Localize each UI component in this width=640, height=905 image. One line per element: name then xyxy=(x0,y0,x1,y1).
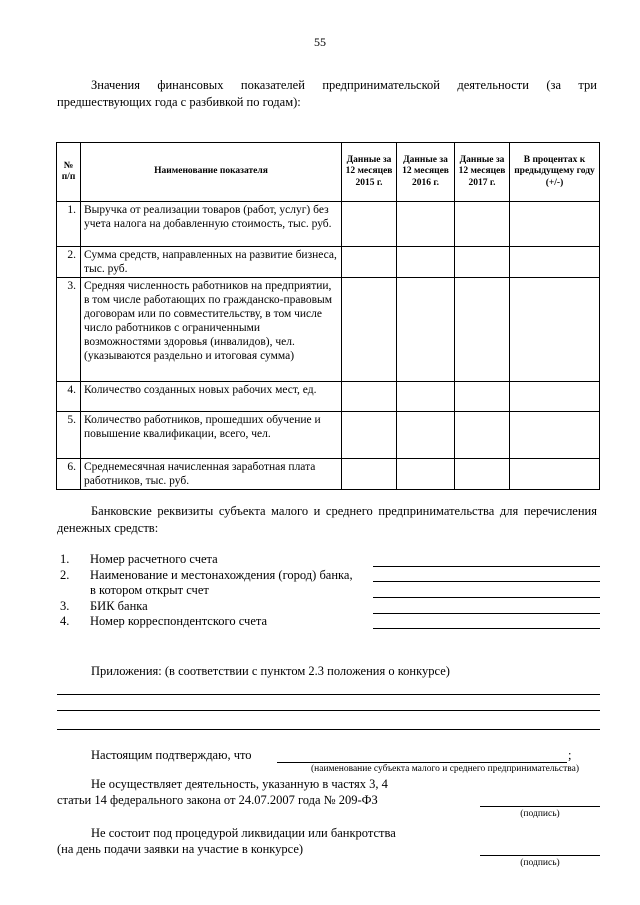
cell-2017[interactable] xyxy=(455,459,510,490)
row-indicator: Выручка от реализации товаров (работ, услуг) без учета налога на добавленную стоимость, тыс. руб. xyxy=(81,202,342,247)
bank-item-bik xyxy=(60,598,148,614)
bank-name-field-continued[interactable] xyxy=(373,597,600,598)
cell-2017[interactable] xyxy=(455,202,510,247)
account-number-field[interactable] xyxy=(373,566,600,567)
table-row xyxy=(57,412,600,459)
row-indicator: Средняя численность работников на предприятии, в том числе работающих по гражданско-правовым договорам или по совместительству, в том числе число работников с ограниченными возможностями здоровья (инвалидов), чел. (указываются раздельно и итоговая сумма) xyxy=(81,278,342,382)
bank-details-paragraph: Банковские реквизиты субъекта малого и среднего предпринимательства для перечисления денежных средств: xyxy=(57,504,597,535)
cell-2017[interactable] xyxy=(455,382,510,412)
cell-2017[interactable] xyxy=(455,247,510,278)
header-2016: Данные за 12 месяцев 2016 г. xyxy=(397,143,455,202)
company-name-field[interactable] xyxy=(277,762,567,763)
bank-name-field[interactable] xyxy=(373,581,600,582)
not-engaged-line-2: статьи 14 федерального закона от 24.07.2007 года № 209-ФЗ xyxy=(57,793,378,807)
cell-percent[interactable] xyxy=(510,247,600,278)
cell-2015[interactable] xyxy=(342,412,397,459)
appendix-line[interactable] xyxy=(57,710,600,711)
bank-item-account xyxy=(60,551,218,567)
bank-item-number: 2. xyxy=(60,568,70,582)
cell-2016[interactable] xyxy=(397,382,455,412)
bank-item-number: 4. xyxy=(60,614,70,628)
row-indicator: Количество работников, прошедших обучение и повышение квалификации, всего, чел. xyxy=(81,412,342,459)
bik-field[interactable] xyxy=(373,613,600,614)
header-number: № п/п xyxy=(57,143,81,202)
cell-2016[interactable] xyxy=(397,202,455,247)
table-row xyxy=(57,459,600,490)
bank-item-label: Наименование и местонахождения (город) банка, xyxy=(90,568,353,582)
header-2015: Данные за 12 месяцев 2015 г. xyxy=(342,143,397,202)
financial-indicators-table xyxy=(56,142,600,490)
bank-item-bank-name xyxy=(60,567,353,583)
appendix-line[interactable] xyxy=(57,729,600,730)
not-engaged-line-1: Не осуществляет деятельность, указанную в частях 3, 4 xyxy=(91,777,388,791)
cell-2015[interactable] xyxy=(342,202,397,247)
header-2017: Данные за 12 месяцев 2017 г. xyxy=(455,143,510,202)
cell-percent[interactable] xyxy=(510,202,600,247)
header-percent: В процентах к предыдущему году (+/-) xyxy=(510,143,600,202)
signature-field-1[interactable] xyxy=(480,806,600,807)
appendix-line[interactable] xyxy=(57,694,600,695)
cell-percent[interactable] xyxy=(510,459,600,490)
cell-percent[interactable] xyxy=(510,278,600,382)
bank-item-label: Номер корреспондентского счета xyxy=(90,614,268,628)
company-name-caption: (наименование субъекта малого и среднего предпринимательства) xyxy=(310,764,579,774)
cell-2017[interactable] xyxy=(455,412,510,459)
row-indicator: Сумма средств, направленных на развитие бизнеса, тыс. руб. xyxy=(81,247,342,278)
row-number: 6. xyxy=(57,459,81,490)
signature-caption-1: (подпись) xyxy=(520,809,560,819)
bank-item-label: Номер расчетного счета xyxy=(90,552,218,566)
row-number: 1. xyxy=(57,202,81,247)
cell-2017[interactable] xyxy=(455,278,510,382)
row-indicator: Среднемесячная начисленная заработная плата работников, тыс. руб. xyxy=(81,459,342,490)
confirm-text: Настоящим подтверждаю, что xyxy=(91,748,252,762)
cell-2015[interactable] xyxy=(342,247,397,278)
liquidation-line-2: (на день подачи заявки на участие в конкурсе) xyxy=(57,842,304,856)
cell-2016[interactable] xyxy=(397,412,455,459)
table-row xyxy=(57,247,600,278)
bank-item-label-continued: в котором открыт счет xyxy=(90,583,209,597)
row-number: 3. xyxy=(57,278,81,382)
signature-field-2[interactable] xyxy=(480,855,600,856)
corr-account-field[interactable] xyxy=(373,628,600,629)
cell-2016[interactable] xyxy=(397,459,455,490)
cell-2015[interactable] xyxy=(342,278,397,382)
row-indicator: Количество созданных новых рабочих мест, ед. xyxy=(81,382,342,412)
bank-item-label: БИК банка xyxy=(90,599,148,613)
bank-item-number: 3. xyxy=(60,599,70,613)
table-row xyxy=(57,202,600,247)
row-number: 5. xyxy=(57,412,81,459)
appendix-text: Приложения: (в соответствии с пунктом 2.3 положения о конкурсе) xyxy=(91,664,450,678)
header-indicator: Наименование показателя xyxy=(81,143,342,202)
table-row xyxy=(57,382,600,412)
row-number: 4. xyxy=(57,382,81,412)
bank-item-corr-account xyxy=(60,613,267,629)
cell-2016[interactable] xyxy=(397,278,455,382)
intro-paragraph: Значения финансовых показателей предпринимательской деятельности (за три предшествующих года с разбивкой по годам): xyxy=(57,78,597,109)
cell-percent[interactable] xyxy=(510,382,600,412)
bank-item-number: 1. xyxy=(60,552,70,566)
page-number: 55 xyxy=(314,35,326,49)
liquidation-line-1: Не состоит под процедурой ликвидации или банкротства xyxy=(91,826,396,840)
table-row xyxy=(57,278,600,382)
cell-2015[interactable] xyxy=(342,459,397,490)
signature-caption-2: (подпись) xyxy=(520,858,560,868)
confirm-semicolon: ; xyxy=(568,748,572,762)
cell-2015[interactable] xyxy=(342,382,397,412)
row-number: 2. xyxy=(57,247,81,278)
cell-2016[interactable] xyxy=(397,247,455,278)
cell-percent[interactable] xyxy=(510,412,600,459)
